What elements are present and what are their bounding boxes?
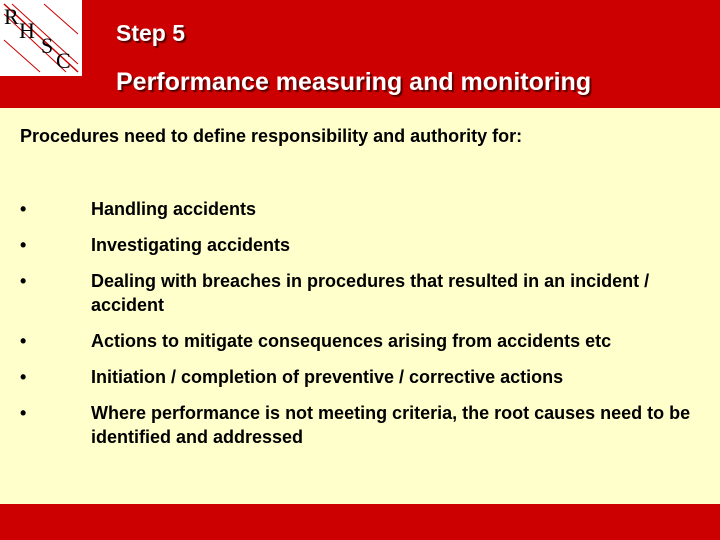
bullet-item-investigating [20,233,710,257]
bullet-symbol: • [20,331,27,351]
bullet-item-root-causes [20,401,710,449]
logo-graphic [0,0,82,76]
header-bar [0,0,720,108]
bullet-symbol: • [20,271,27,291]
bullet-item-initiation [20,365,710,389]
slide-main-title: Performance measuring and monitoring [116,68,592,96]
bullet-symbol: • [20,199,27,219]
intro-text: Procedures need to define responsibility and authority for: [20,126,523,146]
svg-text:R: R [4,4,19,29]
bullet-item-handling [20,197,710,221]
svg-text:C: C [56,48,71,73]
bullet-symbol: • [20,403,27,423]
bullet-list [20,197,710,461]
bullet-text: Investigating accidents [91,235,291,255]
slide-step-title: Step 5 [116,20,186,46]
bullet-item-mitigate [20,329,710,353]
bullet-item-breaches [20,269,710,317]
bullet-symbol: • [20,235,27,255]
svg-text:S: S [41,33,54,58]
footer-bar [0,504,720,540]
bullet-text: Where performance is not meeting criteria, the root causes need to be identified and addressed [91,403,691,447]
bullet-text: Dealing with breaches in procedures that resulted in an incident / accident [91,271,650,315]
bullet-symbol: • [20,367,27,387]
bullet-text: Initiation / completion of preventive / corrective actions [91,367,564,387]
svg-text:H: H [19,18,35,43]
bullet-text: Actions to mitigate consequences arising from accidents etc [91,331,612,351]
rhsc-logo [0,0,82,76]
bullet-text: Handling accidents [91,199,257,219]
